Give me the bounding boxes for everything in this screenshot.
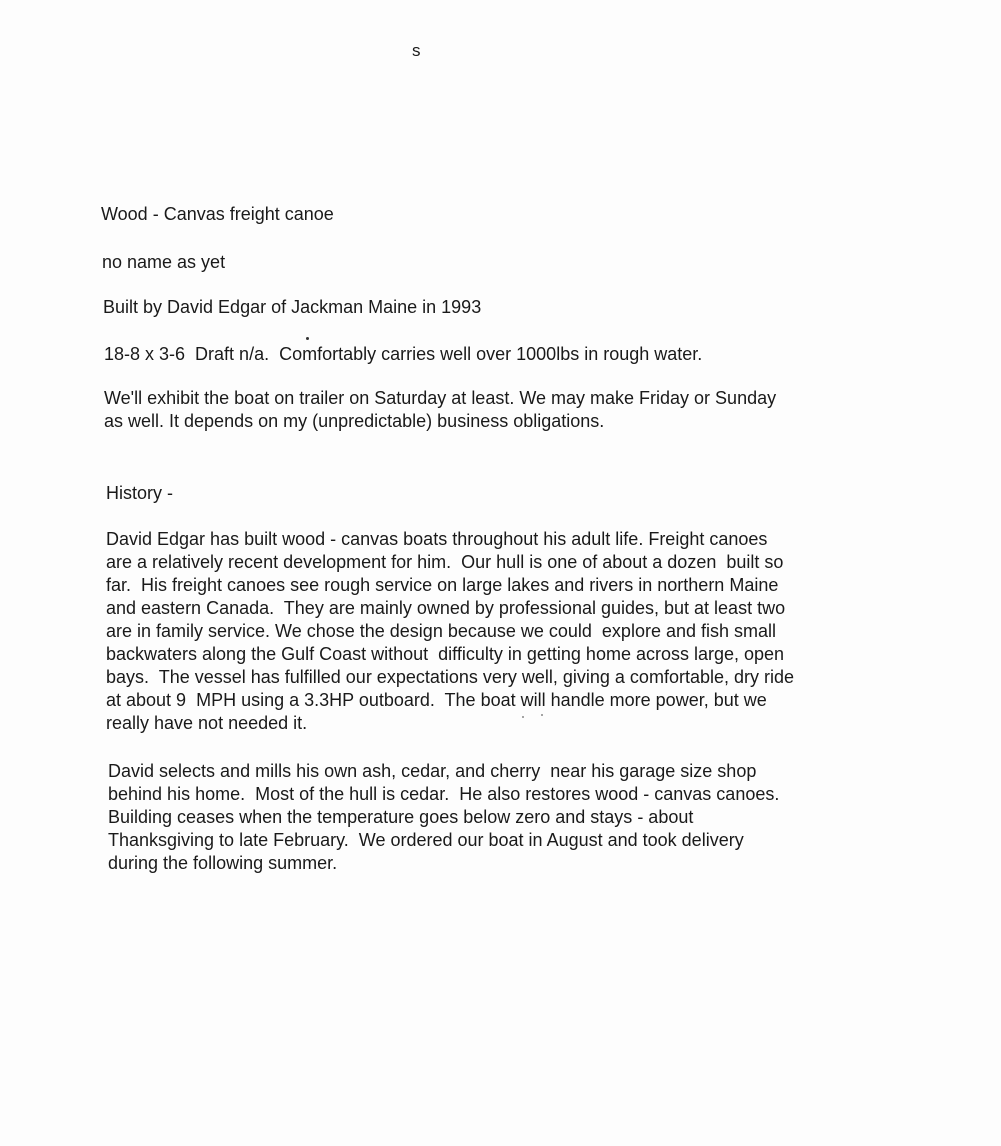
history-line: Building ceases when the temperature goes below zero and stays - about [108,807,694,827]
builder-line: Built by David Edgar of Jackman Maine in 1993 [103,297,482,317]
history-paragraph-2 [108,760,779,875]
history-line: and eastern Canada. They are mainly owned by professional guides, but at least two [106,598,786,618]
history-line: Thanksgiving to late February. We ordered our boat in August and took delivery [108,830,744,850]
history-line: bays. The vessel has fulfilled our expectations very well, giving a comfortable, dry ride [106,667,794,687]
exhibit-paragraph [104,387,776,433]
scan-speck [541,714,543,716]
scan-speck [522,716,524,718]
history-line: behind his home. Most of the hull is cedar. He also restores wood - canvas canoes. [108,784,780,804]
history-line: David selects and mills his own ash, cedar, and cherry near his garage size shop [108,761,757,781]
history-line: are a relatively recent development for him. Our hull is one of about a dozen built so [106,552,784,572]
canoe-name: no name as yet [102,252,226,272]
history-line: far. His freight canoes see rough service on large lakes and rivers in northern Maine [106,575,779,595]
history-line: are in family service. We chose the design because we could explore and fish small [106,621,777,641]
exhibit-line: as well. It depends on my (unpredictable) business obligations. [104,411,605,431]
history-line: at about 9 MPH using a 3.3HP outboard. The boat will handle more power, but we [106,690,767,710]
scan-speck [306,337,309,340]
canoe-title: Wood - Canvas freight canoe [101,204,334,224]
history-line: during the following summer. [108,853,338,873]
history-line: backwaters along the Gulf Coast without difficulty in getting home across large, open [106,644,785,664]
specs-line: 18-8 x 3-6 Draft n/a. Comfortably carries well over 1000lbs in rough water. [104,344,703,364]
exhibit-line: We'll exhibit the boat on trailer on Saturday at least. We may make Friday or Sunday [104,388,777,408]
page-marker: s [412,41,421,60]
history-paragraph-1 [106,528,794,735]
history-line: really have not needed it. [106,713,308,733]
history-line: David Edgar has built wood - canvas boats throughout his adult life. Freight canoes [106,529,768,549]
history-heading: History - [106,483,173,503]
